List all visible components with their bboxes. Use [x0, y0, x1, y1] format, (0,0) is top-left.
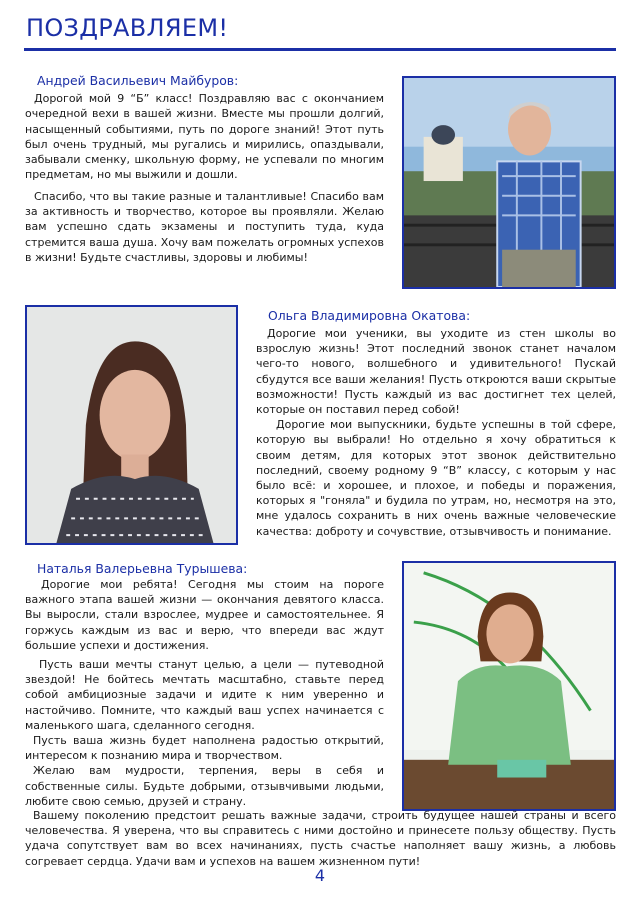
greeting-text-1 [25, 91, 384, 265]
paragraph: Вашему поколению предстоит решать важные задачи, строить будущее нашей страны и всего человечества. Я уверена, что вы справитесь с ними достойно и принесете пользу обществу. Пусть удача сопутствует вам во всех начинаниях, пусть счастье наполняет вашу жизнь, а любовь согревает сердца. Удачи вам и успехов на вашем жизненном пути! [25, 809, 616, 868]
photo-natalya [402, 561, 616, 811]
author-name-1: Андрей Васильевич Майбуров: [37, 73, 239, 88]
title-divider [24, 48, 616, 51]
paragraph: Спасибо, что вы такие разные и талантливые! Спасибо вам за активность и творчество, которое вы проявляли. Желаю вам успешно сдать экзамены и поступить туда, куда стремится ваша душа. Хочу вам пожелать огромных успехов в жизни! Будьте счастливы, здоровы и любимы! [25, 189, 384, 264]
paragraph: Дорогие мои ребята! Сегодня мы стоим на пороге важного этапа вашей жизни — окончания девятого класса. Вы выросли, стали взрослее, мудрее и самостоятельнее. Я горжусь каждым из вас и верю, что впереди вас ждут большие успехи и достижения. [25, 578, 384, 652]
paragraph: Дорогие мои выпускники, будьте успешны в той сфере, которую вы выбрали! Но отдельно я хочу обратиться к своим детям, для которых этот звонок действительно последний, своему родному 9 “В” классу, с которым у нас было всё: и хорошее, и плохое, и победы и поражения, которых я "гоняла" и будила по утрам, но, несмотря на это, мне удалось сохранить в них очень важные человеческие качества: доброту и сочувствие, отзывчивость и понимание. [256, 418, 616, 538]
greeting-text-2 [256, 326, 616, 539]
page-number: 4 [314, 866, 326, 885]
page-title: ПОЗДРАВЛЯЕМ! [26, 14, 229, 42]
author-name-3: Наталья Валерьевна Турышева: [37, 561, 248, 576]
author-name-2: Ольга Владимировна Окатова: [268, 308, 471, 323]
closing-text [25, 808, 616, 869]
paragraph: Пусть ваша жизнь будет наполнена радостью открытий, интересом к познанию мира и творчеством. [25, 734, 384, 763]
greeting-text-3 [25, 577, 384, 809]
photo-andrey [402, 76, 616, 289]
paragraph: Желаю вам мудрости, терпения, веры в себя и собственные силы. Будьте добрыми, отзывчивыми людьми, любите свою семью, друзей и страну. [25, 764, 384, 808]
photo-olga [25, 305, 238, 545]
paragraph: Пусть ваши мечты станут целью, а цели — путеводной звездой! Не бойтесь мечтать масштабно, ставьте перед собой амбициозные задачи и идите к ним уверенно и настойчиво. Помните, что каждый ваш успех начинается с маленького шага, сделанного сегодня. [25, 658, 384, 732]
paragraph: Дорогой мой 9 “Б” класс! Поздравляю вас с окончанием очередной вехи в вашей жизни. Вместе мы прошли долгий, насыщенный событиями, путь по дороге знаний! Этот путь был очень трудный, мы ругались и мирились, опаздывали, забывали сменку, школьную форму, не успевали по многим предметам, но мы выжили и дошли. [25, 92, 384, 182]
paragraph: Дорогие мои ученики, вы уходите из стен школы во взрослую жизнь! Этот последний звонок станет началом чего-то нового, волшебного и удивительного! Пускай сбудутся все ваши желания! Пусть откроются ваши скрытые возможности! Пусть каждый из вас достигнет тех целей, которые он поставил перед собой! [256, 327, 616, 417]
